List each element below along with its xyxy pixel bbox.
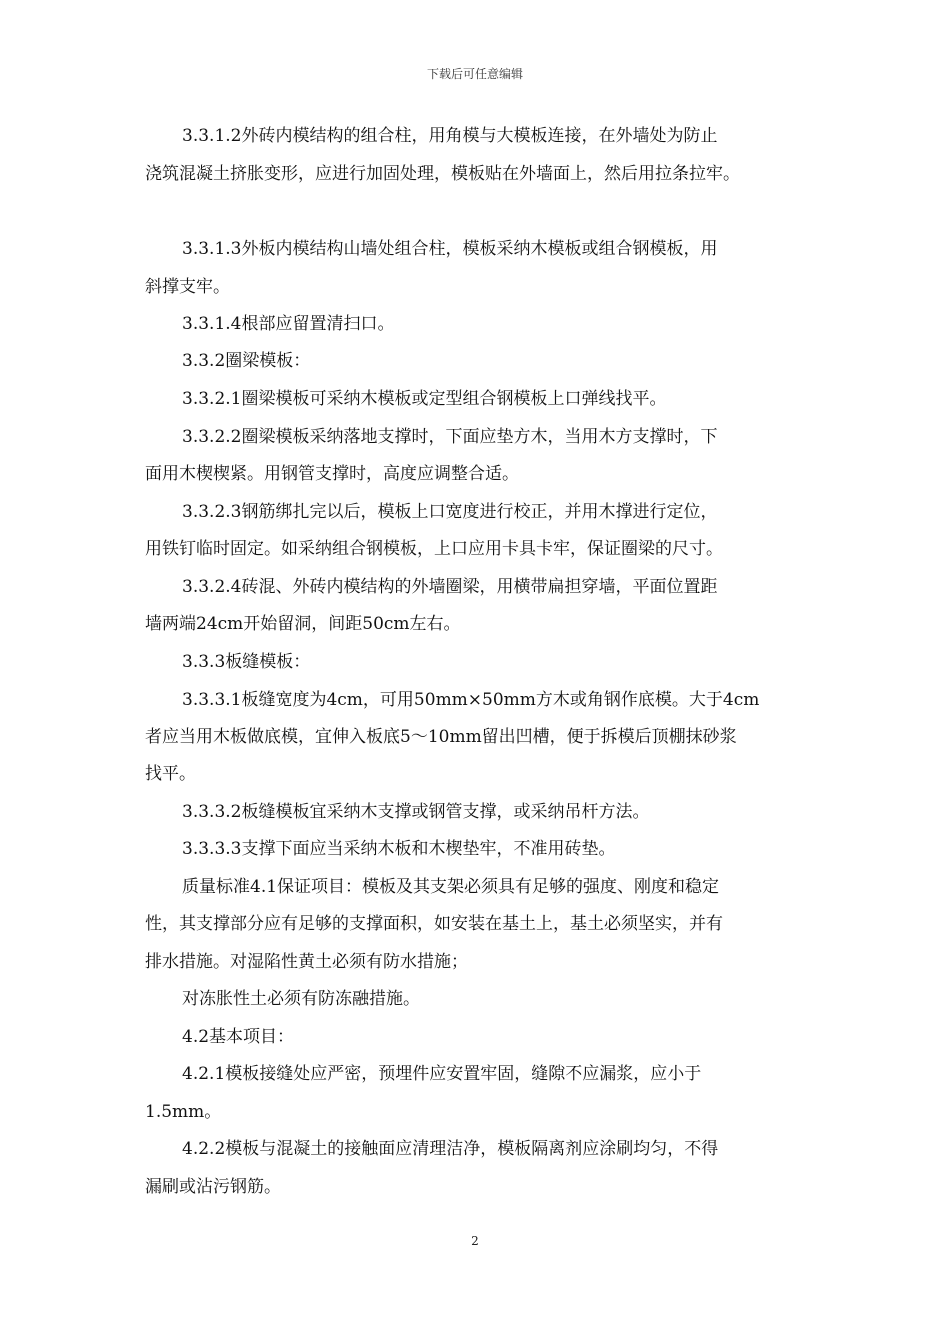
- paragraph-line: 者应当用木板做底模，宜伸入板底5～10mm留出凹槽，便于拆模后顶棚抹砂浆: [145, 727, 737, 747]
- paragraph-line: 面用木楔楔紧。用钢管支撑时，高度应调整合适。: [145, 464, 519, 484]
- paragraph-line: 3.3.1.4根部应留置清扫口。: [182, 314, 395, 334]
- page-header: 下载后可任意编辑: [426, 67, 523, 81]
- paragraph-line: 3.3.2圈梁模板：: [182, 351, 311, 371]
- paragraph-line: 浇筑混凝土挤胀变形，应进行加固处理，模板贴在外墙面上，然后用拉条拉牢。: [145, 164, 740, 184]
- paragraph-line: 3.3.2.2圈梁模板采纳落地支撑时，下面应垫方木，当用木方支撑时，下: [182, 427, 718, 447]
- paragraph-line: 找平。: [145, 764, 196, 784]
- page-number: 2: [471, 1234, 479, 1248]
- paragraph-line: 排水措施。对湿陷性黄土必须有防水措施；: [145, 952, 468, 972]
- paragraph-line: 墙两端24cm开始留洞，间距50cm左右。: [145, 614, 461, 634]
- paragraph-line: 3.3.3板缝模板：: [182, 652, 311, 672]
- paragraph-line: 性，其支撑部分应有足够的支撑面积，如安装在基土上，基土必须坚实，并有: [145, 914, 723, 934]
- paragraph-line: 4.2.1模板接缝处应严密，预埋件应安置牢固，缝隙不应漏浆，应小于: [182, 1064, 702, 1084]
- paragraph-line: 用铁钉临时固定。如采纳组合钢模板，上口应用卡具卡牢，保证圈梁的尺寸。: [145, 539, 723, 559]
- paragraph-line: 3.3.3.3支撑下面应当采纳木板和木楔垫牢，不准用砖垫。: [182, 839, 616, 859]
- paragraph-line: 3.3.2.1圈梁模板可采纳木模板或定型组合钢模板上口弹线找平。: [182, 389, 667, 409]
- paragraph-line: 1.5mm。: [145, 1102, 222, 1122]
- paragraph-line: 4.2基本项目：: [182, 1027, 295, 1047]
- paragraph-line: 斜撑支牢。: [145, 277, 230, 297]
- paragraph-line: 对冻胀性土必须有防冻融措施。: [182, 989, 420, 1009]
- paragraph-line: 漏刷或沾污钢筋。: [145, 1177, 281, 1197]
- paragraph-line: 3.3.1.2外砖内模结构的组合柱，用角模与大模板连接，在外墙处为防止: [182, 126, 718, 146]
- paragraph-line: 3.3.1.3外板内模结构山墙处组合柱，模板采纳木模板或组合钢模板，用: [182, 239, 718, 259]
- paragraph-line: 3.3.2.4砖混、外砖内模结构的外墙圈梁，用横带扁担穿墙，平面位置距: [182, 577, 718, 597]
- paragraph-line: 质量标准4.1保证项目：模板及其支架必须具有足够的强度、刚度和稳定: [182, 877, 720, 897]
- paragraph-line: 3.3.3.2板缝模板宜采纳木支撑或钢管支撑，或采纳吊杆方法。: [182, 802, 650, 822]
- paragraph-line: 3.3.3.1板缝宽度为4cm，可用50mm×50mm方木或角钢作底模。大于4cm: [182, 690, 760, 710]
- paragraph-line: 4.2.2模板与混凝土的接触面应清理洁净，模板隔离剂应涂刷均匀，不得: [182, 1139, 719, 1159]
- paragraph-line: 3.3.2.3钢筋绑扎完以后，模板上口宽度进行校正，并用木撑进行定位，: [182, 502, 718, 522]
